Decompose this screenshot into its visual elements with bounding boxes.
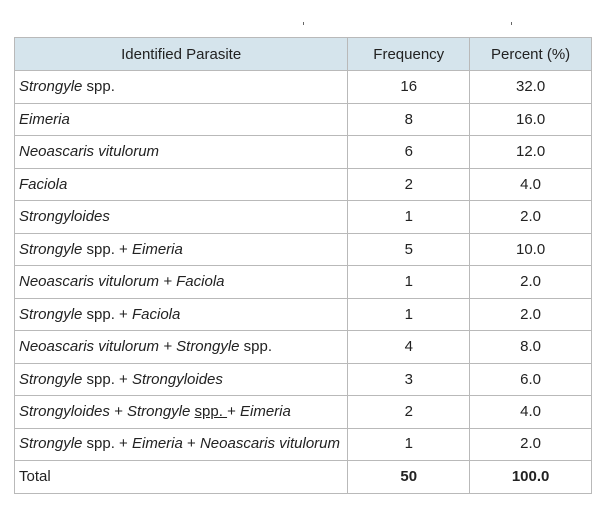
frequency-cell: 2 xyxy=(348,168,470,201)
frequency-cell: 6 xyxy=(348,136,470,169)
scan-mark-right xyxy=(511,22,512,25)
parasite-name-part: spp. xyxy=(82,78,115,96)
frequency-cell: 1 xyxy=(348,201,470,234)
parasite-name-part: Strongyle xyxy=(19,435,83,453)
parasite-name-part: Eimeria xyxy=(132,240,183,258)
table-row xyxy=(15,298,592,331)
parasite-name-part: Eimeria xyxy=(240,403,291,421)
parasite-name-part: Neoascaris vitulorum xyxy=(19,143,160,161)
table-row xyxy=(15,428,592,461)
total-frequency-cell: 50 xyxy=(348,461,470,494)
parasite-name-cell xyxy=(15,136,348,169)
parasite-name-part: Strongyle xyxy=(19,305,83,323)
parasite-name-cell xyxy=(15,298,348,331)
header-frequency: Frequency xyxy=(348,38,470,71)
parasite-name-part: + xyxy=(182,435,200,453)
header-identified-parasite: Identified Parasite xyxy=(15,38,348,71)
parasite-name-part: Faciola xyxy=(132,305,181,323)
frequency-cell: 16 xyxy=(348,71,470,104)
parasite-name-part: spp. xyxy=(239,338,273,356)
parasite-name-part: Neoascaris vitulorum + Strongyle xyxy=(19,338,240,356)
table-row xyxy=(15,233,592,266)
parasite-name-part: Strongyle xyxy=(19,370,83,388)
parasite-name-part: Eimeria xyxy=(132,435,183,453)
header-percent: Percent (%) xyxy=(470,38,592,71)
percent-cell: 4.0 xyxy=(470,396,592,429)
parasite-name-cell xyxy=(15,168,348,201)
total-percent-cell: 100.0 xyxy=(470,461,592,494)
parasite-name-part: spp. + xyxy=(82,370,132,388)
parasite-name-cell xyxy=(15,201,348,234)
table-row xyxy=(15,396,592,429)
frequency-cell: 2 xyxy=(348,396,470,429)
scan-mark-left xyxy=(303,22,304,25)
table-row xyxy=(15,103,592,136)
parasite-name-part: Strongyloides xyxy=(132,370,223,388)
frequency-cell: 4 xyxy=(348,331,470,364)
parasite-name-part: Faciola xyxy=(19,175,68,193)
percent-cell: 16.0 xyxy=(470,103,592,136)
table-row xyxy=(15,363,592,396)
table-row xyxy=(15,136,592,169)
percent-cell: 4.0 xyxy=(470,168,592,201)
frequency-cell: 5 xyxy=(348,233,470,266)
parasite-name-part: spp. + xyxy=(82,435,132,453)
percent-cell: 10.0 xyxy=(470,233,592,266)
header-row xyxy=(15,38,592,71)
table-row xyxy=(15,168,592,201)
table-row xyxy=(15,331,592,364)
parasite-name-cell xyxy=(15,71,348,104)
parasite-name-cell xyxy=(15,266,348,299)
parasite-name-part: + xyxy=(227,403,240,421)
parasite-name-cell xyxy=(15,396,348,429)
frequency-cell: 8 xyxy=(348,103,470,136)
table-header xyxy=(15,38,592,71)
percent-cell: 2.0 xyxy=(470,298,592,331)
percent-cell: 2.0 xyxy=(470,201,592,234)
parasite-name-part: Strongyle xyxy=(19,240,83,258)
percent-cell: 2.0 xyxy=(470,428,592,461)
percent-cell: 32.0 xyxy=(470,71,592,104)
percent-cell: 8.0 xyxy=(470,331,592,364)
parasite-frequency-table xyxy=(14,37,592,494)
parasite-name-part: Neoascaris vitulorum xyxy=(199,435,341,453)
frequency-cell: 1 xyxy=(348,298,470,331)
table-body xyxy=(15,71,592,494)
percent-cell: 6.0 xyxy=(470,363,592,396)
parasite-name-cell xyxy=(15,233,348,266)
frequency-cell: 1 xyxy=(348,266,470,299)
frequency-cell: 3 xyxy=(348,363,470,396)
table-row xyxy=(15,71,592,104)
parasite-name-part: spp. xyxy=(194,403,228,421)
total-label-cell: Total xyxy=(15,461,348,494)
table-row xyxy=(15,201,592,234)
parasite-name-part: Strongyloides + Strongyle xyxy=(19,403,191,421)
parasite-name-part: Strongyle xyxy=(19,78,83,96)
table-row xyxy=(15,266,592,299)
parasite-name-part: Eimeria xyxy=(19,110,70,128)
parasite-name-cell xyxy=(15,331,348,364)
parasite-name-part: Strongyloides xyxy=(19,208,110,226)
percent-cell: 12.0 xyxy=(470,136,592,169)
percent-cell: 2.0 xyxy=(470,266,592,299)
parasite-name-cell xyxy=(15,103,348,136)
parasite-name-part: spp. + xyxy=(82,305,132,323)
frequency-cell: 1 xyxy=(348,428,470,461)
parasite-name-cell xyxy=(15,428,348,461)
total-row xyxy=(15,461,592,494)
parasite-name-part: Neoascaris vitulorum + Faciola xyxy=(19,273,225,291)
parasite-name-part: spp. + xyxy=(82,240,132,258)
parasite-name-cell xyxy=(15,363,348,396)
